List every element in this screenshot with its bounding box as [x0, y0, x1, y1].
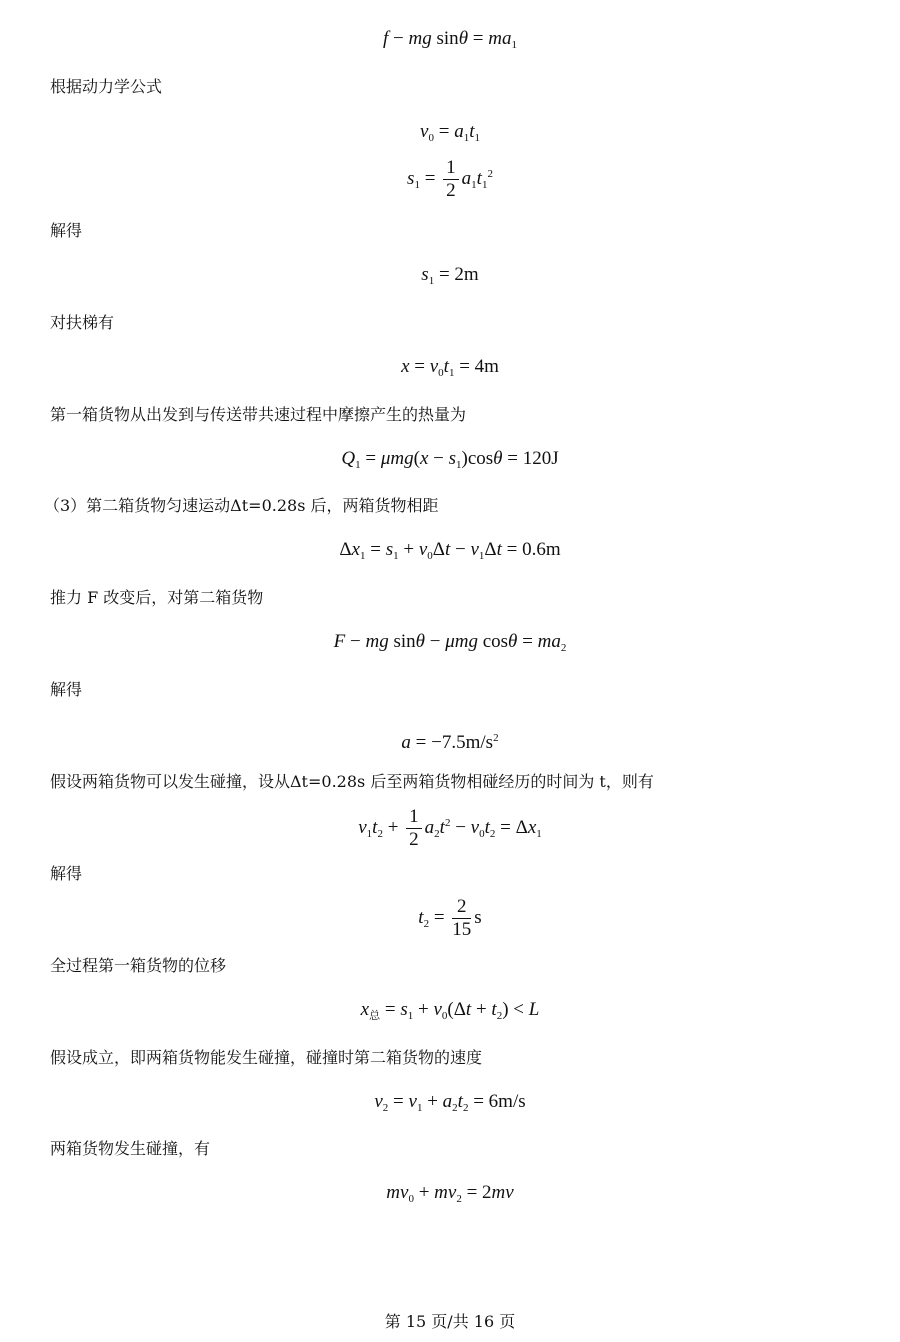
text-line-8: 假设两箱货物可以发生碰撞，设从Δt=0.28s 后至两箱货物相碰经历的时间为 t，则有	[50, 772, 654, 791]
equation-13: $v_2 = v_1 + a_2t_2 = 6m/s$	[374, 1091, 526, 1114]
equation-12: $x_总 = s_1 + v_0(\Delta t + t_2) < L$	[360, 999, 540, 1022]
equation-14: $mv_0 + mv_2 = 2mv$	[386, 1182, 514, 1205]
equation-2: $v_0 = a_1t_1$	[420, 121, 480, 144]
equation-3: $s_1$ = $\frac{1}{2}$ $a_1t_1^2$	[407, 157, 493, 201]
equation-6: $Q_1 = \mu mg(x - s_1)\cos\theta = 120J$	[341, 448, 559, 471]
text-line-4: 第一箱货物从出发到与传送带共速过程中摩擦产生的热量为	[50, 405, 467, 424]
text-line-11: 假设成立，即两箱货物能发生碰撞，碰撞时第二箱货物的速度	[50, 1048, 483, 1067]
text-line-2: 解得	[50, 221, 83, 240]
equation-9: $a = -7.5m/s^2$	[401, 732, 499, 753]
text-line-6: 推力 F 改变后，对第二箱货物	[50, 588, 264, 607]
text-line-10: 全过程第一箱货物的位移	[50, 956, 227, 975]
text-line-3: 对扶梯有	[50, 313, 115, 332]
equation-10: $v_1t_2$ + $\frac{1}{2}$ $a_2t^2 - v_0t_2 = \Delta x_1$	[358, 806, 542, 850]
text-line-5: （3）第二箱货物匀速运动Δt=0.28s 后，两箱货物相距	[44, 496, 439, 515]
text-line-9: 解得	[50, 864, 83, 883]
page-footer: 第 15 页/共 16 页	[384, 1312, 516, 1331]
equation-4: $s_1 = 2m$	[421, 264, 479, 287]
equation-7: $\Delta x_1 = s_1 + v_0\Delta t - v_1\Delta t = 0.6m$	[339, 539, 561, 562]
equation-8: F − mg sinθ − μmg $\cos\theta = ma_2$	[333, 631, 567, 654]
equation-1: f − mg $\sin\theta = ma_1$	[383, 28, 517, 51]
text-line-7: 解得	[50, 680, 83, 699]
equation-5: $x = v_0t_1 = 4m$	[401, 356, 499, 379]
text-line-1: 根据动力学公式	[50, 77, 163, 96]
equation-11: $t_2$ = $\frac{2}{15}$ s	[418, 896, 482, 940]
text-line-12: 两箱货物发生碰撞，有	[50, 1139, 211, 1158]
